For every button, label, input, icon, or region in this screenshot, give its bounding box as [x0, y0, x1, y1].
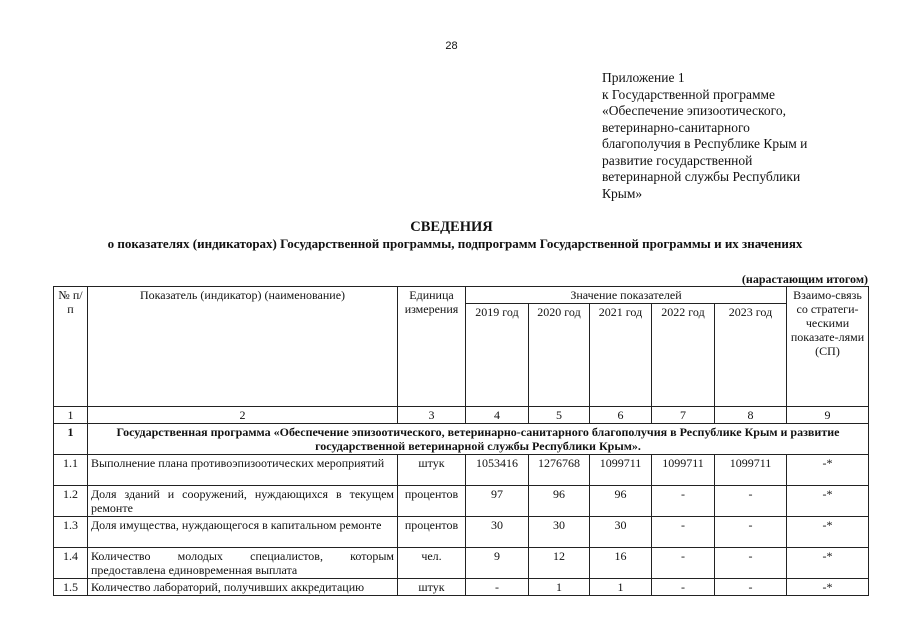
column-number: 4	[466, 407, 529, 424]
row-value-2023: -	[715, 548, 787, 579]
row-value-2019: -	[466, 579, 529, 596]
row-value-2022: -	[652, 579, 715, 596]
row-name: Количество молодых специалистов, которым предоставлена единовременная выплата	[88, 548, 398, 579]
program-text: Государственная программа «Обеспечение эпизоотического, ветеринарно-санитарного благополучия в Республике Крым и развитие государственной ветеринарной службы Республики Крым».	[88, 424, 869, 455]
header-year: 2020 год	[529, 304, 590, 407]
row-relation: -*	[787, 455, 869, 486]
row-value-2021: 1099711	[590, 455, 652, 486]
appendix-line: Приложение 1	[602, 70, 685, 85]
table-row	[54, 517, 869, 548]
row-unit: штук	[398, 455, 466, 486]
indicators-table	[53, 286, 869, 596]
table-row	[54, 579, 869, 596]
header-year: 2022 год	[652, 304, 715, 407]
row-value-2021: 96	[590, 486, 652, 517]
row-unit: чел.	[398, 548, 466, 579]
row-value-2020: 12	[529, 548, 590, 579]
appendix-line: ветеринарно-санитарного	[602, 119, 750, 135]
column-number: 9	[787, 407, 869, 424]
row-value-2021: 1	[590, 579, 652, 596]
row-value-2023: -	[715, 486, 787, 517]
row-value-2023: -	[715, 517, 787, 548]
column-number: 6	[590, 407, 652, 424]
row-value-2019: 1053416	[466, 455, 529, 486]
header-row	[54, 287, 869, 304]
header-year: 2021 год	[590, 304, 652, 407]
row-value-2023: 1099711	[715, 455, 787, 486]
row-value-2020: 1	[529, 579, 590, 596]
appendix-block	[602, 70, 882, 202]
appendix-line: Крым»	[602, 185, 643, 201]
row-value-2021: 30	[590, 517, 652, 548]
column-number: 1	[54, 407, 88, 424]
row-value-2022: -	[652, 548, 715, 579]
row-value-2022: -	[652, 486, 715, 517]
appendix-line: благополучия в Республике Крым и	[602, 136, 808, 151]
appendix-line: к Государственной программе	[602, 86, 776, 102]
header-relation: Взаимо-связь со стратеги-ческими показате-лями (СП)	[787, 287, 869, 407]
row-unit: процентов	[398, 486, 466, 517]
header-values-group: Значение показателей	[466, 287, 787, 304]
row-name: Доля имущества, нуждающегося в капитальном ремонте	[88, 517, 398, 548]
appendix-line: ветеринарной службы Республики	[602, 169, 801, 184]
row-num: 1.4	[54, 548, 88, 579]
row-num: 1.5	[54, 579, 88, 596]
row-value-2021: 16	[590, 548, 652, 579]
row-unit: штук	[398, 579, 466, 596]
program-num: 1	[54, 424, 88, 455]
row-value-2023: -	[715, 579, 787, 596]
appendix-line: развитие государственной	[602, 152, 753, 168]
column-number: 5	[529, 407, 590, 424]
header-year: 2019 год	[466, 304, 529, 407]
document-title: СВЕДЕНИЯ	[410, 219, 493, 235]
row-value-2020: 96	[529, 486, 590, 517]
table-row	[54, 455, 869, 486]
row-num: 1.1	[54, 455, 88, 486]
column-number: 3	[398, 407, 466, 424]
column-number: 2	[88, 407, 398, 424]
row-num: 1.2	[54, 486, 88, 517]
row-value-2020: 1276768	[529, 455, 590, 486]
row-value-2020: 30	[529, 517, 590, 548]
cumulative-note: (нарастающим итогом)	[741, 272, 868, 286]
row-relation: -*	[787, 517, 869, 548]
row-name: Доля зданий и сооружений, нуждающихся в текущем ремонте	[88, 486, 398, 517]
document-subtitle: о показателях (индикаторах) Государственной программы, подпрограмм Государственной программы и их значениях	[107, 236, 803, 251]
program-row	[54, 424, 869, 455]
table-row	[54, 548, 869, 579]
row-name: Количество лабораторий, получивших аккредитацию	[88, 579, 398, 596]
row-value-2019: 9	[466, 548, 529, 579]
row-value-2022: -	[652, 517, 715, 548]
header-year: 2023 год	[715, 304, 787, 407]
column-number: 7	[652, 407, 715, 424]
row-relation: -*	[787, 579, 869, 596]
row-num: 1.3	[54, 517, 88, 548]
row-name: Выполнение плана противоэпизоотических мероприятий	[88, 455, 398, 486]
column-number-row	[54, 407, 869, 424]
header-unit: Единица измерения	[398, 287, 466, 407]
header-num: № п/п	[54, 287, 88, 407]
appendix-line: «Обеспечение эпизоотического,	[602, 103, 786, 118]
row-relation: -*	[787, 548, 869, 579]
table-row	[54, 486, 869, 517]
row-value-2019: 30	[466, 517, 529, 548]
row-unit: процентов	[398, 517, 466, 548]
page-number: 28	[445, 40, 458, 52]
header-indicator: Показатель (индикатор) (наименование)	[88, 287, 398, 407]
column-number: 8	[715, 407, 787, 424]
row-value-2022: 1099711	[652, 455, 715, 486]
row-value-2019: 97	[466, 486, 529, 517]
row-relation: -*	[787, 486, 869, 517]
